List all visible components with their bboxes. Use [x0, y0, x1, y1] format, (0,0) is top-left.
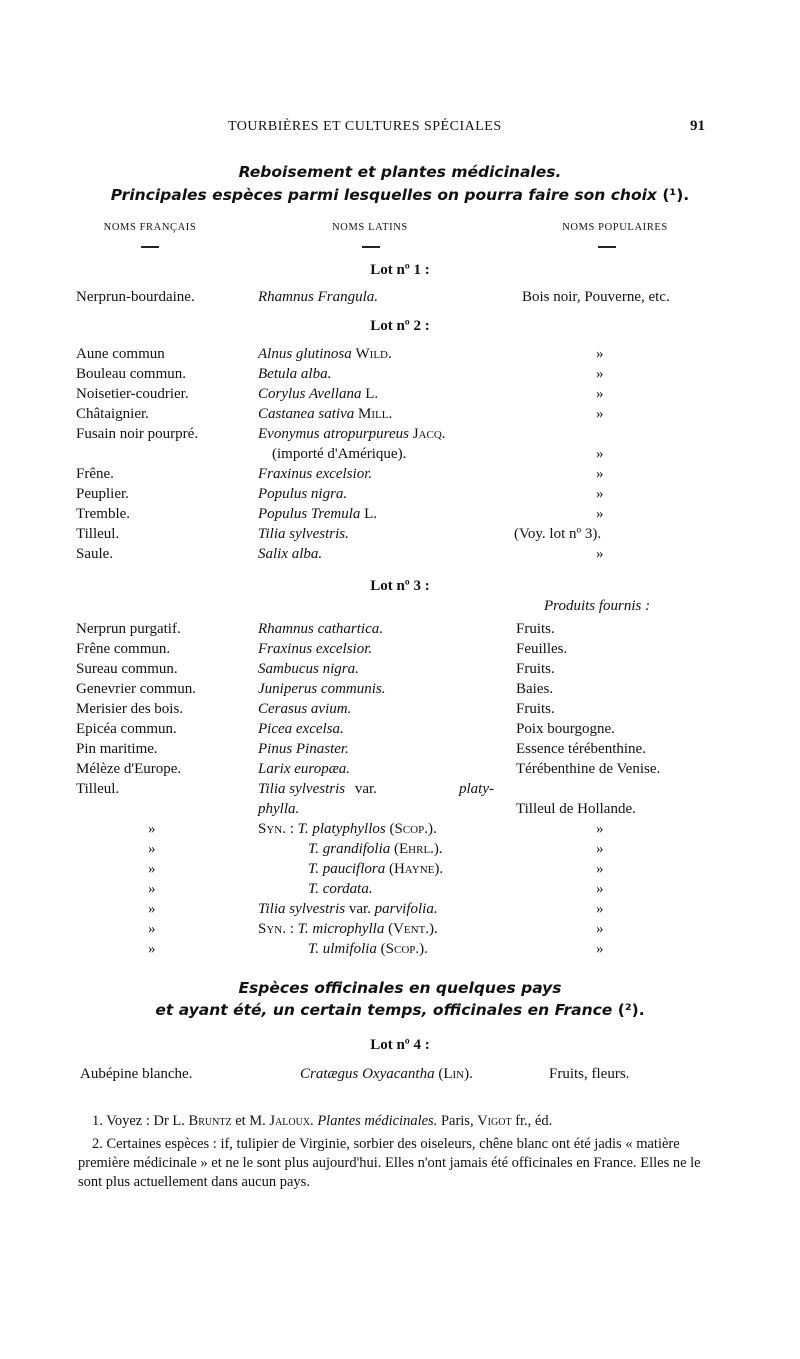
lot2-row-popular: »	[596, 546, 604, 562]
lot3-row-french: Frêne commun.	[76, 641, 171, 657]
column-header-latin: NOMS LATINS	[332, 222, 408, 233]
footnote-2	[78, 1135, 718, 1192]
synonym-label: Syn. :	[258, 921, 294, 937]
latin-name: T. ulmifolia	[308, 941, 377, 957]
lot2-row-latin	[258, 406, 392, 423]
ditto-mark: »	[596, 941, 604, 957]
latin-name: Populus nigra.	[258, 486, 348, 502]
lot3-row-french: Genevrier commun.	[76, 681, 196, 697]
latin-name: Salix alba.	[258, 546, 323, 562]
variety-name: parvifolia.	[374, 901, 438, 917]
lot3-synonym-row	[308, 941, 428, 958]
lot3-row-latin: Rhamnus cathartica.	[258, 621, 383, 637]
lot3-synonym-row	[258, 821, 437, 838]
latin-name: Evonymus atropurpureus	[258, 426, 409, 442]
authority: (Lin).	[438, 1066, 473, 1082]
lot3-row-french: Sureau commun.	[76, 661, 178, 677]
lot3-synonym-row	[258, 921, 438, 938]
ditto-mark: »	[596, 881, 604, 897]
section-2-title-line-1: Espèces officinales en quelques pays	[238, 979, 562, 997]
lot2-row-popular: »	[596, 366, 604, 382]
latin-name: T. cordata.	[308, 881, 373, 897]
lot3-row-latin: Picea excelsa.	[258, 721, 344, 737]
lot3-row-product: Fruits.	[516, 661, 555, 677]
footnote-number: 1.	[92, 1113, 103, 1129]
lot3-row-product: Tilleul de Hollande.	[516, 801, 636, 817]
lot3-row-latin: Larix europæa.	[258, 761, 350, 777]
lot3-row-product: Feuilles.	[516, 641, 568, 657]
title-line-2	[0, 186, 800, 204]
lot3-row-product: Baies.	[516, 681, 554, 697]
lot3-row-french: Pin maritime.	[76, 741, 158, 757]
lot2-row-latin	[258, 346, 392, 363]
footnote-text: Paris,	[440, 1113, 474, 1129]
lot4-french-name: Aubépine blanche.	[80, 1066, 193, 1082]
latin-name: T. platyphyllos	[297, 821, 386, 837]
lot3-row-french: Mélèze d'Europe.	[76, 761, 182, 777]
ditto-mark: »	[596, 861, 604, 877]
ditto-mark: »	[148, 881, 156, 897]
footnote-ref-2: (²).	[617, 1001, 645, 1019]
latin-name: Castanea sativa	[258, 406, 355, 422]
authority: (Hayne).	[388, 861, 444, 877]
lot2-row-latin	[258, 386, 378, 403]
authority: L.	[364, 506, 378, 522]
lot2-row-french: Bouleau commun.	[76, 366, 186, 382]
ditto-mark: »	[596, 921, 604, 937]
lot3-row-latin	[258, 781, 494, 798]
lot3-row-latin: Juniperus communis.	[258, 681, 386, 697]
lot3-row-latin: Fraxinus excelsior.	[258, 641, 373, 657]
lot3-variety-row	[258, 901, 438, 918]
lot2-row-latin	[258, 486, 347, 503]
title-line-1: Reboisement et plantes médicinales.	[238, 163, 562, 181]
lot4-product: Fruits, fleurs.	[549, 1066, 630, 1082]
latin-name: Tilia sylvestris	[258, 781, 346, 797]
variety-name: platy-	[459, 781, 494, 797]
lot1-french-name: Nerprun-bourdaine.	[76, 289, 195, 305]
lot2-row-french: Tremble.	[76, 506, 131, 522]
authority: Jacq.	[412, 426, 446, 442]
lot2-row-french: Aune commun	[76, 346, 165, 362]
latin-name: T. grandifolia	[308, 841, 391, 857]
lot2-row-latin	[258, 506, 377, 523]
ditto-mark: »	[148, 821, 156, 837]
variety-abbr: var.	[354, 781, 377, 797]
latin-name: Betula alba.	[258, 366, 332, 382]
authority: (Vent.).	[388, 921, 438, 937]
lot2-row-french: Peuplier.	[76, 486, 129, 502]
lot2-row-popular: (Voy. lot nº 3).	[514, 526, 602, 542]
lot2-row-french: Noisetier-coudrier.	[76, 386, 189, 402]
latin-name: T. pauciflora	[308, 861, 386, 877]
footnote-publisher: Vigot	[477, 1113, 512, 1129]
latin-name: T. microphylla	[297, 921, 385, 937]
ditto-mark: »	[148, 901, 156, 917]
footnote-author: Jaloux.	[269, 1113, 314, 1129]
page-number: 91	[690, 118, 705, 134]
lot-1-label: Lot nº 1 :	[370, 262, 430, 278]
authority: Mill.	[358, 406, 393, 422]
lot3-row-product: Poix bourgogne.	[516, 721, 615, 737]
latin-name: Tilia sylvestris.	[258, 526, 349, 542]
lot2-row-latin	[258, 366, 331, 383]
lot2-row-latin	[258, 466, 372, 483]
footnote-text: fr., éd.	[515, 1113, 553, 1129]
ditto-mark: »	[148, 841, 156, 857]
lot1-latin-name: Rhamnus Frangula.	[258, 289, 378, 305]
products-header: Produits fournis :	[544, 598, 651, 614]
lot3-row-latin-continued: phylla.	[258, 801, 300, 817]
lot2-row-latin	[258, 546, 322, 563]
column-divider-dash	[362, 246, 380, 248]
lot2-row-popular: »	[596, 446, 604, 462]
footnote-text: et M.	[235, 1113, 266, 1129]
lot2-row-french: Frêne.	[76, 466, 114, 482]
lot2-row-popular: »	[596, 386, 604, 402]
lot2-row-latin	[258, 526, 349, 543]
lot3-synonym-row	[308, 841, 443, 858]
lot3-row-french: Tilleul.	[76, 781, 120, 797]
lot2-row-popular: »	[596, 506, 604, 522]
lot2-row-french: Saule.	[76, 546, 114, 562]
lot-3-label: Lot nº 3 :	[370, 578, 430, 594]
lot3-row-french: Nerprun purgatif.	[76, 621, 181, 637]
section-2-title-line-2-text: et ayant été, un certain temps, officinales en France	[155, 1001, 613, 1019]
lot-2-label: Lot nº 2 :	[370, 318, 430, 334]
lot3-row-french: Merisier des bois.	[76, 701, 184, 717]
lot3-row-product: Fruits.	[516, 621, 555, 637]
lot3-row-product: Fruits.	[516, 701, 555, 717]
latin-name: Fraxinus excelsior.	[258, 466, 373, 482]
lot2-row-popular: »	[596, 346, 604, 362]
lot2-row-popular: »	[596, 466, 604, 482]
authority: (Ehrl.).	[394, 841, 443, 857]
footnote-book-title: Plantes médicinales.	[317, 1113, 438, 1129]
running-title: TOURBIÈRES ET CULTURES SPÉCIALES	[228, 119, 502, 134]
lot3-row-product: Térébenthine de Venise.	[516, 761, 661, 777]
lot3-synonym-row	[308, 881, 373, 898]
lot2-row-french: Châtaignier.	[76, 406, 149, 422]
authority: L.	[365, 386, 379, 402]
lot2-row-french: Fusain noir pourpré.	[76, 426, 199, 442]
footnote-number: 2.	[92, 1136, 103, 1152]
lot-4-label: Lot nº 4 :	[370, 1037, 430, 1053]
footnote-1	[92, 1113, 552, 1130]
lot2-row-popular: »	[596, 406, 604, 422]
lot2-row-latin	[258, 426, 446, 443]
lot3-row-product: Essence térébenthine.	[516, 741, 646, 757]
footnote-author: Bruntz	[188, 1113, 232, 1129]
ditto-mark: »	[148, 861, 156, 877]
column-header-popular: NOMS POPULAIRES	[562, 222, 668, 233]
lot3-row-french: Epicéa commun.	[76, 721, 177, 737]
lot4-latin-name	[300, 1066, 473, 1083]
lot3-synonym-row	[308, 861, 443, 878]
lot3-row-latin: Pinus Pinaster.	[258, 741, 349, 757]
footnote-text: Voyez : Dr L.	[106, 1113, 185, 1129]
latin-name: Cratægus Oxyacantha	[300, 1066, 435, 1082]
lot2-row-popular: »	[596, 486, 604, 502]
column-divider-dash	[598, 246, 616, 248]
title-line-2-text: Principales espèces parmi lesquelles on pourra faire son choix	[110, 186, 657, 204]
footnote-ref-1: (¹).	[662, 186, 690, 204]
latin-name: Populus Tremula	[258, 506, 361, 522]
ditto-mark: »	[596, 821, 604, 837]
lot2-row-french: Tilleul.	[76, 526, 120, 542]
lot3-row-latin: Sambucus nigra.	[258, 661, 359, 677]
section-2-title-line-2	[0, 1001, 800, 1019]
ditto-mark: »	[148, 941, 156, 957]
latin-name: Corylus Avellana	[258, 386, 362, 402]
authority: (Scop.).	[389, 821, 437, 837]
ditto-mark: »	[596, 841, 604, 857]
synonym-label: Syn. :	[258, 821, 294, 837]
lot2-row-latin-continued: (importé d'Amérique).	[272, 446, 407, 462]
column-divider-dash	[141, 246, 159, 248]
lot1-popular-name: Bois noir, Pouverne, etc.	[522, 289, 670, 305]
authority: Wild.	[355, 346, 392, 362]
lot3-row-latin: Cerasus avium.	[258, 701, 352, 717]
ditto-mark: »	[148, 921, 156, 937]
variety-abbr: var.	[348, 901, 371, 917]
ditto-mark: »	[596, 901, 604, 917]
authority: (Scop.).	[380, 941, 428, 957]
footnote-text: Certaines espèces : if, tulipier de Virginie, sorbier des oiseleurs, chêne blanc ont été jadis « matière première médicinale » et ne le sont plus aujourd'hui. Elles n'ont jamais été officinales en France. Elles ne le sont plus actuellement dans aucun pays.	[78, 1136, 701, 1190]
latin-name: Tilia sylvestris	[258, 901, 346, 917]
latin-name: Alnus glutinosa	[258, 346, 352, 362]
column-header-french: NOMS FRANÇAIS	[103, 222, 197, 233]
